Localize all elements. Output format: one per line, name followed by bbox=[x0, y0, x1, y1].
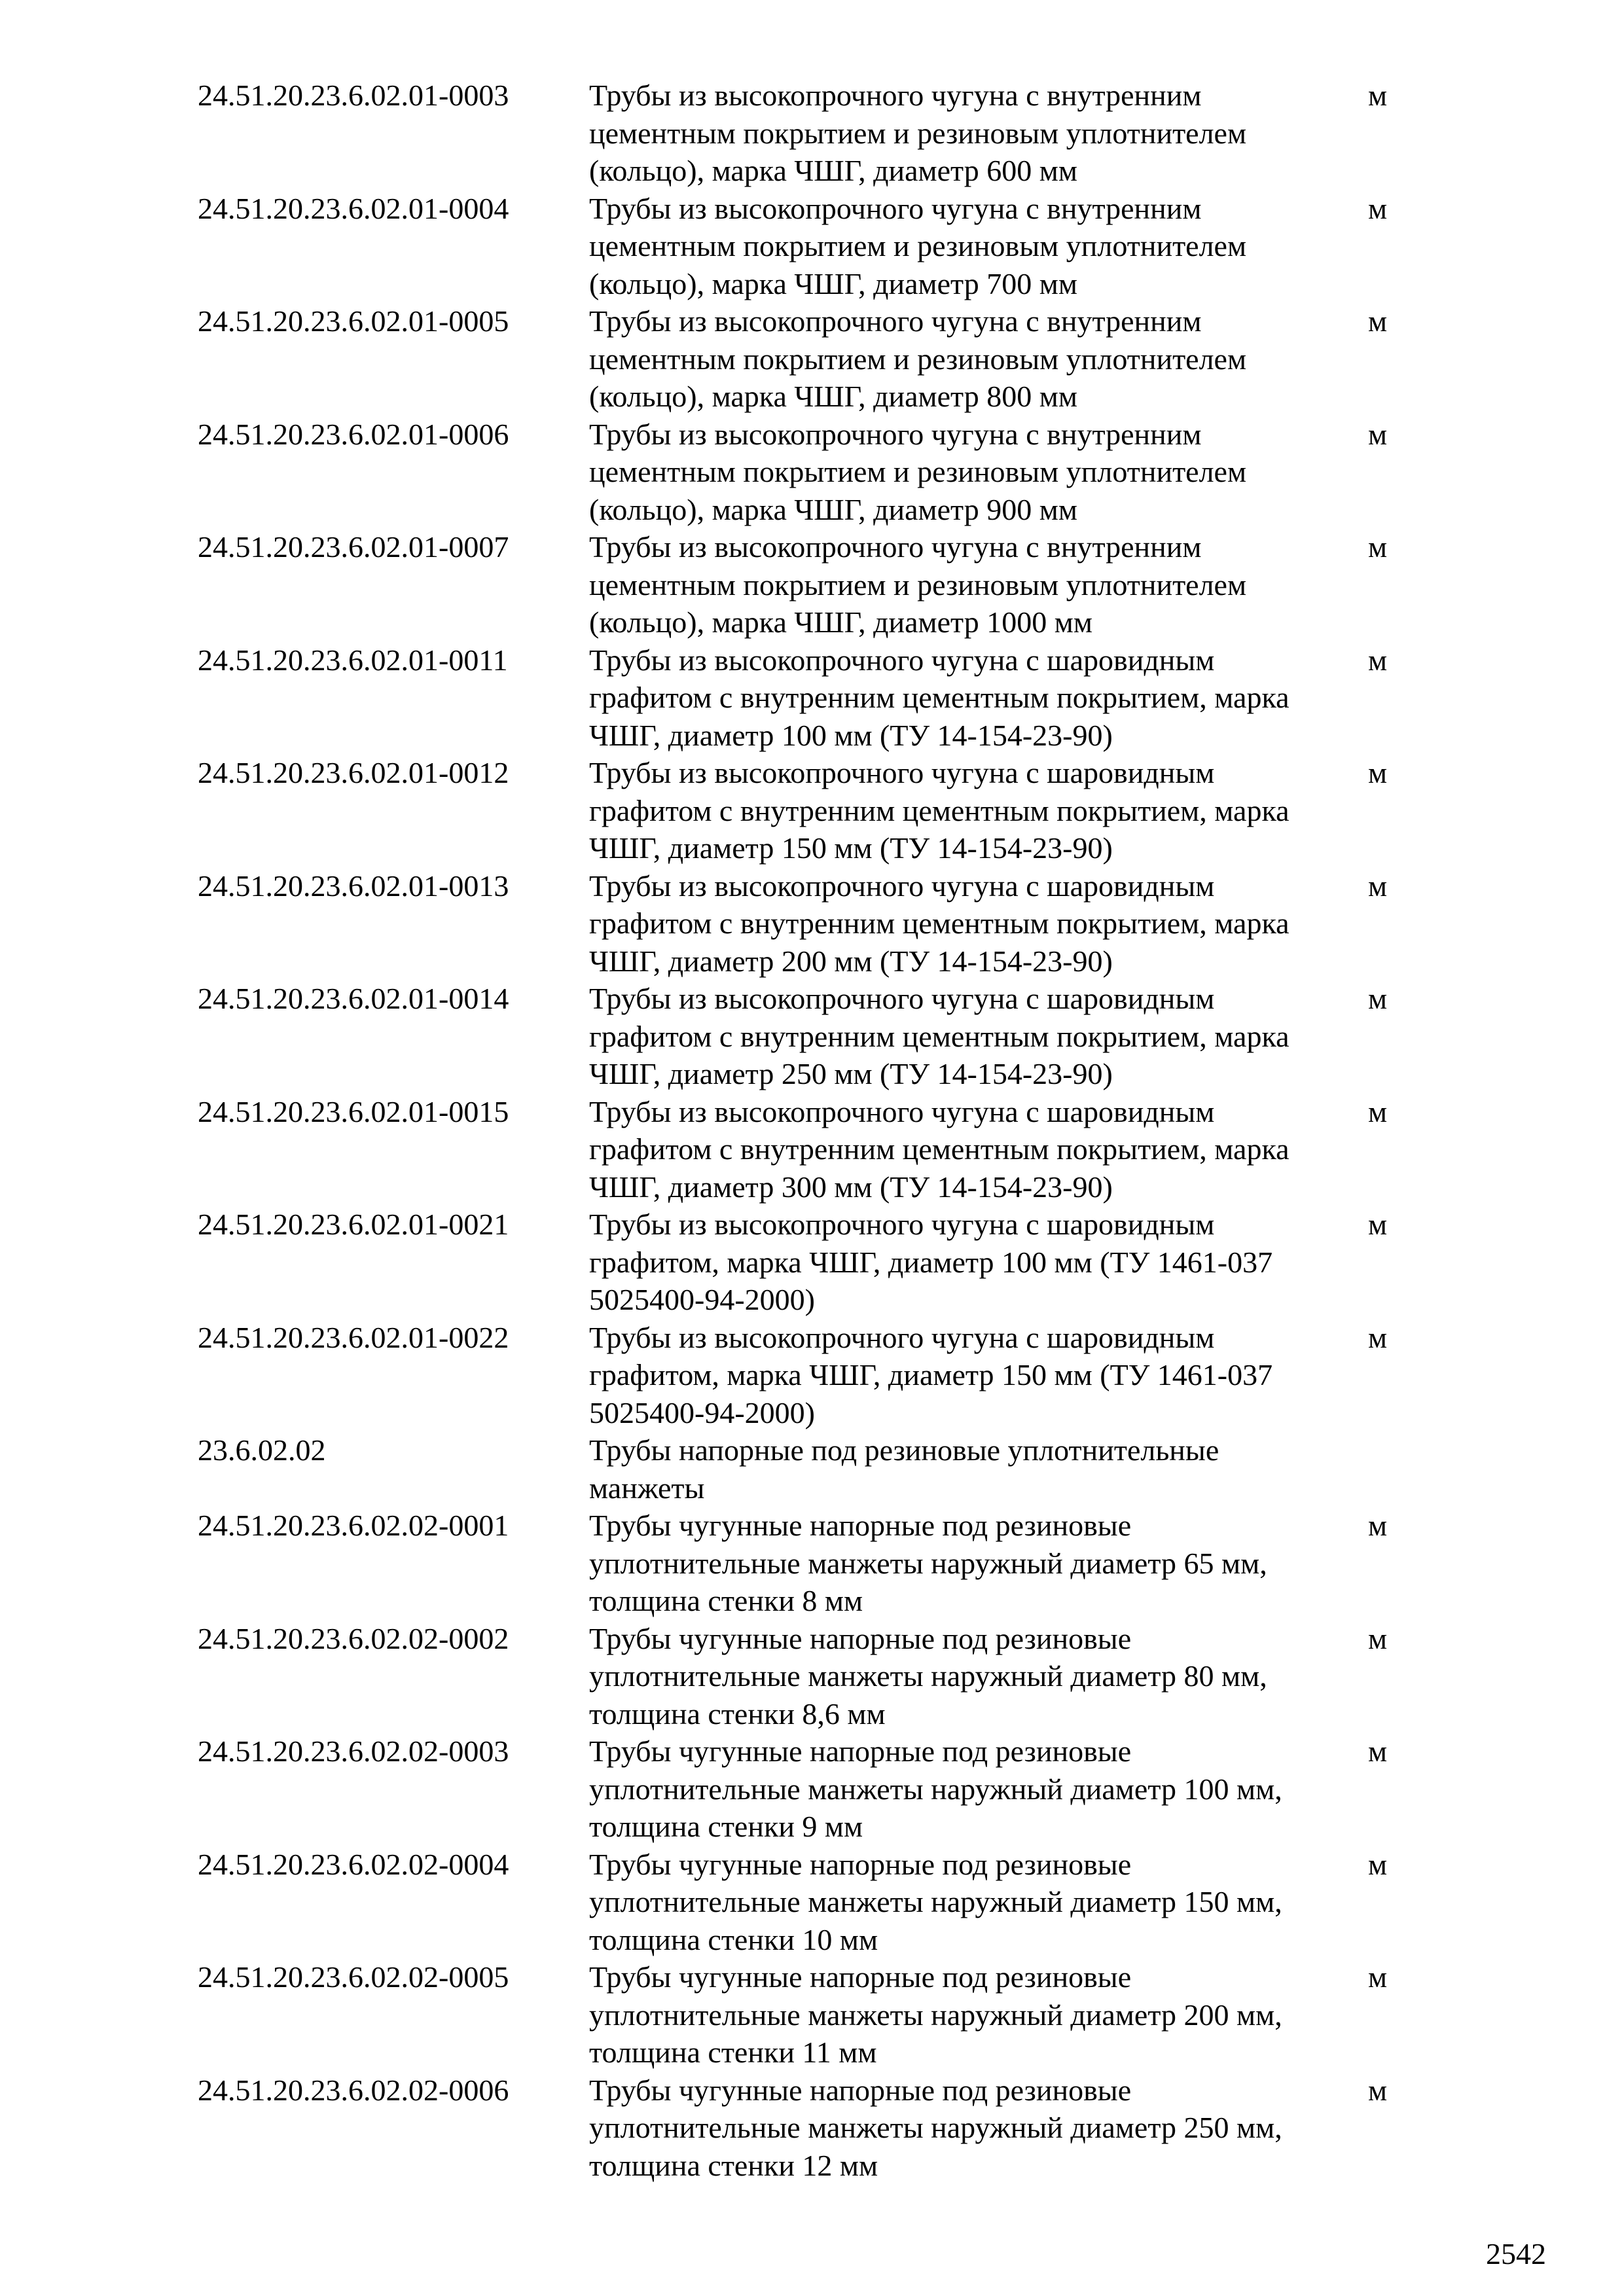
resource-unit: м bbox=[1368, 79, 1388, 112]
table-row bbox=[198, 1846, 1441, 1959]
resource-unit: м bbox=[1368, 1208, 1388, 1241]
resource-code: 24.51.20.23.6.02.01-0014 bbox=[198, 982, 509, 1015]
resource-name: Трубы из высокопрочного чугуна с внутренним цементным покрытием и резиновым уплотнителем (кольцо), марка ЧШГ, диаметр 900 мм bbox=[589, 417, 1247, 526]
table-row bbox=[198, 2072, 1441, 2185]
resource-name: Трубы напорные под резиновые уплотнительные манжеты bbox=[589, 1433, 1219, 1505]
resource-name: Трубы из высокопрочного чугуна с шаровидным графитом с внутренним цементным покрытием, марка ЧШГ, диаметр 300 мм (ТУ 14-154-23-90) bbox=[589, 1094, 1290, 1204]
resource-name: Трубы чугунные напорные под резиновые уплотнительные манжеты наружный диаметр 80 мм, толщина стенки 8,6 мм bbox=[589, 1621, 1267, 1731]
resource-name: Трубы из высокопрочного чугуна с шаровидным графитом с внутренним цементным покрытием, марка ЧШГ, диаметр 100 мм (ТУ 14-154-23-90) bbox=[589, 643, 1290, 752]
resource-unit: м bbox=[1368, 1734, 1388, 1768]
resource-code: 24.51.20.23.6.02.01-0021 bbox=[198, 1208, 509, 1241]
resource-code: 23.6.02.02 bbox=[198, 1433, 326, 1467]
resource-name: Трубы из высокопрочного чугуна с внутренним цементным покрытием и резиновым уплотнителем (кольцо), марка ЧШГ, диаметр 700 мм bbox=[589, 191, 1247, 300]
resource-unit: м bbox=[1368, 417, 1388, 451]
table-row bbox=[198, 980, 1441, 1093]
resource-unit: м bbox=[1368, 304, 1388, 338]
resource-unit: м bbox=[1368, 869, 1388, 903]
resource-table bbox=[198, 77, 1441, 2184]
table-row bbox=[198, 1431, 1441, 1507]
resource-code: 24.51.20.23.6.02.02-0001 bbox=[198, 1509, 509, 1542]
table-row bbox=[198, 416, 1441, 529]
table-row bbox=[198, 528, 1441, 641]
table-row bbox=[198, 1732, 1441, 1846]
resource-name: Трубы из высокопрочного чугуна с внутренним цементным покрытием и резиновым уплотнителем (кольцо), марка ЧШГ, диаметр 800 мм bbox=[589, 304, 1247, 413]
table-row bbox=[198, 1507, 1441, 1620]
resource-unit: м bbox=[1368, 1509, 1388, 1542]
resource-code: 24.51.20.23.6.02.01-0012 bbox=[198, 756, 509, 789]
resource-name: Трубы чугунные напорные под резиновые уплотнительные манжеты наружный диаметр 100 мм, толщина стенки 9 мм bbox=[589, 1734, 1282, 1843]
resource-code: 24.51.20.23.6.02.02-0003 bbox=[198, 1734, 509, 1768]
resource-name: Трубы чугунные напорные под резиновые уплотнительные манжеты наружный диаметр 65 мм, толщина стенки 8 мм bbox=[589, 1509, 1267, 1617]
resource-code: 24.51.20.23.6.02.01-0005 bbox=[198, 304, 509, 338]
resource-unit: м bbox=[1368, 1094, 1388, 1128]
table-row bbox=[198, 1319, 1441, 1432]
resource-name: Трубы из высокопрочного чугуна с шаровидным графитом с внутренним цементным покрытием, марка ЧШГ, диаметр 150 мм (ТУ 14-154-23-90) bbox=[589, 756, 1290, 865]
resource-name: Трубы из высокопрочного чугуна с шаровидным графитом с внутренним цементным покрытием, марка ЧШГ, диаметр 250 мм (ТУ 14-154-23-90) bbox=[589, 982, 1290, 1090]
resource-unit: м bbox=[1368, 2073, 1388, 2107]
page-number: 2542 bbox=[1486, 2237, 1546, 2270]
resource-unit: м bbox=[1368, 756, 1388, 789]
resource-name: Трубы из высокопрочного чугуна с внутренним цементным покрытием и резиновым уплотнителем (кольцо), марка ЧШГ, диаметр 600 мм bbox=[589, 79, 1247, 187]
resource-code: 24.51.20.23.6.02.02-0002 bbox=[198, 1621, 509, 1655]
table-row bbox=[198, 1958, 1441, 2072]
table-row bbox=[198, 77, 1441, 190]
table-row bbox=[198, 190, 1441, 303]
resource-code: 24.51.20.23.6.02.01-0007 bbox=[198, 530, 509, 564]
resource-name: Трубы чугунные напорные под резиновые уплотнительные манжеты наружный диаметр 250 мм, толщина стенки 12 мм bbox=[589, 2073, 1282, 2182]
resource-code: 24.51.20.23.6.02.02-0005 bbox=[198, 1960, 509, 1994]
resource-code: 24.51.20.23.6.02.01-0015 bbox=[198, 1094, 509, 1128]
resource-name: Трубы чугунные напорные под резиновые уплотнительные манжеты наружный диаметр 200 мм, толщина стенки 11 мм bbox=[589, 1960, 1282, 2069]
resource-code: 24.51.20.23.6.02.01-0006 bbox=[198, 417, 509, 451]
table-row bbox=[198, 302, 1441, 416]
resource-code: 24.51.20.23.6.02.01-0011 bbox=[198, 643, 508, 677]
resource-unit: м bbox=[1368, 530, 1388, 564]
resource-name: Трубы чугунные напорные под резиновые уплотнительные манжеты наружный диаметр 150 мм, толщина стенки 10 мм bbox=[589, 1847, 1282, 1956]
resource-unit: м bbox=[1368, 191, 1388, 225]
resource-name: Трубы из высокопрочного чугуна с шаровидным графитом с внутренним цементным покрытием, марка ЧШГ, диаметр 200 мм (ТУ 14-154-23-90) bbox=[589, 869, 1290, 978]
table-row bbox=[198, 1093, 1441, 1206]
resource-code: 24.51.20.23.6.02.02-0004 bbox=[198, 1847, 509, 1881]
resource-name: Трубы из высокопрочного чугуна с шаровидным графитом, марка ЧШГ, диаметр 150 мм (ТУ 1461-037 5025400-94-2000) bbox=[589, 1320, 1273, 1429]
resource-unit: м bbox=[1368, 982, 1388, 1015]
resource-code: 24.51.20.23.6.02.01-0003 bbox=[198, 79, 509, 112]
resource-unit: м bbox=[1368, 1621, 1388, 1655]
resource-code: 24.51.20.23.6.02.01-0013 bbox=[198, 869, 509, 903]
resource-code: 24.51.20.23.6.02.01-0022 bbox=[198, 1320, 509, 1354]
resource-unit: м bbox=[1368, 1960, 1388, 1994]
resource-unit: м bbox=[1368, 1847, 1388, 1881]
resource-code: 24.51.20.23.6.02.01-0004 bbox=[198, 191, 509, 225]
table-row bbox=[198, 867, 1441, 980]
resource-unit: м bbox=[1368, 1320, 1388, 1354]
resource-unit: м bbox=[1368, 643, 1388, 677]
table-row bbox=[198, 1206, 1441, 1319]
table-row bbox=[198, 1620, 1441, 1733]
resource-name: Трубы из высокопрочного чугуна с шаровидным графитом, марка ЧШГ, диаметр 100 мм (ТУ 1461-037 5025400-94-2000) bbox=[589, 1208, 1273, 1316]
table-row bbox=[198, 754, 1441, 867]
table-row bbox=[198, 641, 1441, 755]
resource-name: Трубы из высокопрочного чугуна с внутренним цементным покрытием и резиновым уплотнителем (кольцо), марка ЧШГ, диаметр 1000 мм bbox=[589, 530, 1247, 639]
resource-code: 24.51.20.23.6.02.02-0006 bbox=[198, 2073, 509, 2107]
